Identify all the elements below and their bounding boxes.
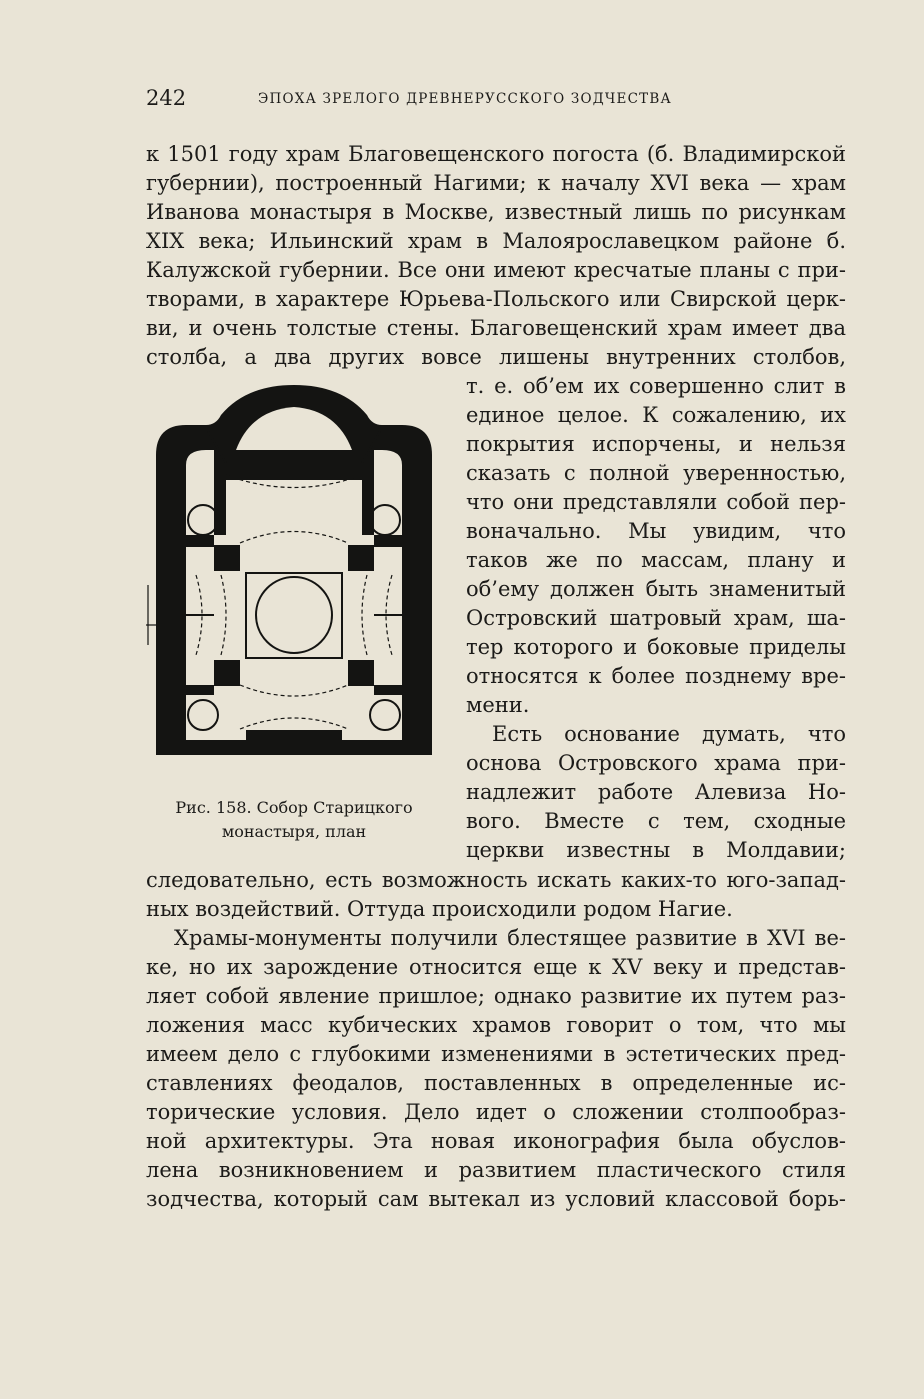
text-line: тер которого и боковые приделы (466, 635, 846, 659)
text-line: XIX века; Ильинский храм в Малоярославецком районе б. (146, 229, 846, 253)
text-line: относятся к более позднему вре- (466, 664, 846, 688)
text-line: ных воздействий. Оттуда происходили родом Нагие. (146, 897, 733, 921)
figure-caption (146, 796, 442, 844)
text-line: церкви известны в Молдавии; (466, 838, 846, 862)
cathedral-plan-drawing (146, 385, 442, 785)
running-title: ЭПОХА ЗРЕЛОГО ДРЕВНЕРУССКОГО ЗОДЧЕСТВА (258, 91, 672, 107)
text-line: столба, а два других вовсе лишены внутренних столбов, (146, 345, 846, 369)
text-line: ке, но их зарождение относится еще к XV веку и представ- (146, 955, 846, 979)
text-line: вого. Вместе с тем, сходные (466, 809, 846, 833)
text-line: т. е. об’ем их совершенно слит в (466, 374, 846, 398)
page-number: 242 (146, 86, 187, 110)
text-line: Островский шатровый храм, ша- (466, 606, 846, 630)
text-line: Есть основание думать, что (492, 722, 846, 746)
text-line: основа Островского храма при- (466, 751, 846, 775)
text-line: губернии), построенный Нагими; к началу XVI века — храм (146, 171, 846, 195)
text-line: ложения масс кубических храмов говорит о том, что мы (146, 1013, 846, 1037)
text-line: ной архитектуры. Эта новая иконография была обуслов- (146, 1129, 846, 1153)
text-line: ляет собой явление пришлое; однако развитие их путем раз- (146, 984, 846, 1008)
text-line: ви, и очень толстые стены. Благовещенский храм имеет два (146, 316, 846, 340)
text-line: к 1501 году храм Благовещенского погоста (б. Владимирской (146, 142, 846, 166)
text-line: покрытия испорчены, и нельзя (466, 432, 846, 456)
text-line: сказать с полной уверенностью, (466, 461, 846, 485)
text-line: Калужской губернии. Все они имеют кресчатые планы с при- (146, 258, 846, 282)
text-line: зодчества, который сам вытекал из условий классовой борь- (146, 1187, 846, 1211)
text-line: единое целое. К сожалению, их (466, 403, 846, 427)
floor-plan-figure (146, 385, 442, 785)
caption-line: монастыря, план (221, 822, 367, 841)
text-line: следовательно, есть возможность искать каких-то юго-запад- (146, 868, 846, 892)
text-line: имеем дело с глубокими изменениями в эстетических пред- (146, 1042, 846, 1066)
text-line: торические условия. Дело идет о сложении столпообраз- (146, 1100, 846, 1124)
text-line: воначально. Мы увидим, что (466, 519, 846, 543)
text-line: Храмы-монументы получили блестящее развитие в XVI ве- (174, 926, 846, 950)
text-line: лена возникновением и развитием пластического стиля (146, 1158, 846, 1182)
text-line: творами, в характере Юрьева-Польского или Свирской церк- (146, 287, 846, 311)
page-header (146, 86, 846, 116)
text-line: что они представляли собой пер- (466, 490, 846, 514)
text-line: таков же по массам, плану и (466, 548, 846, 572)
text-line: надлежит работе Алевиза Но- (466, 780, 846, 804)
text-line: об’ему должен быть знаменитый (466, 577, 846, 601)
text-line: ставлениях феодалов, поставленных в определенные ис- (146, 1071, 846, 1095)
caption-line: Рис. 158. Собор Старицкого (175, 798, 413, 817)
text-line: Иванова монастыря в Москве, известный лишь по рисункам (146, 200, 846, 224)
text-line: мени. (466, 693, 530, 717)
